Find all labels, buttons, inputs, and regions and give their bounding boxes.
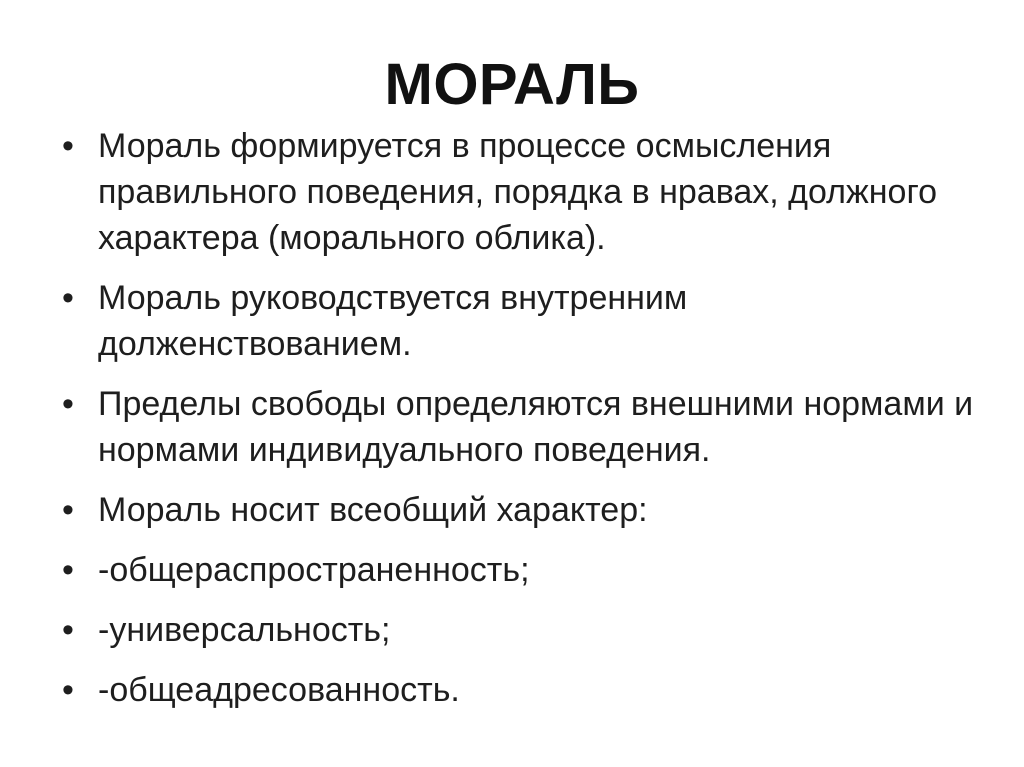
bullet-icon: • [62, 127, 74, 165]
bullet-item [62, 123, 982, 261]
bullet-item [62, 487, 982, 533]
bullet-text: Мораль формируется в процессе осмысления правильного поведения, порядка в нравах, должного характера (морального облика). [98, 127, 938, 257]
bullet-item [62, 381, 982, 473]
bullet-icon: • [62, 279, 74, 317]
bullet-item [62, 547, 982, 593]
bullet-icon: • [62, 671, 74, 709]
bullet-icon: • [62, 551, 74, 589]
slide-title: МОРАЛЬ [384, 52, 640, 117]
bullet-text: -универсальность; [98, 611, 391, 649]
bullet-text: -общераспространенность; [98, 551, 530, 589]
bullet-item [62, 275, 982, 367]
bullet-text: Мораль носит всеобщий характер: [98, 491, 648, 529]
bullet-item [62, 607, 982, 653]
bullet-item [62, 667, 982, 713]
bullet-icon: • [62, 611, 74, 649]
bullet-icon: • [62, 385, 74, 423]
bullet-icon: • [62, 491, 74, 529]
bullet-list [62, 123, 982, 727]
bullet-text: Пределы свободы определяются внешними нормами и нормами индивидуального поведения. [98, 385, 974, 469]
bullet-text: Мораль руководствуется внутренним долженствованием. [98, 279, 688, 363]
bullet-text: -общеадресованность. [98, 671, 460, 709]
